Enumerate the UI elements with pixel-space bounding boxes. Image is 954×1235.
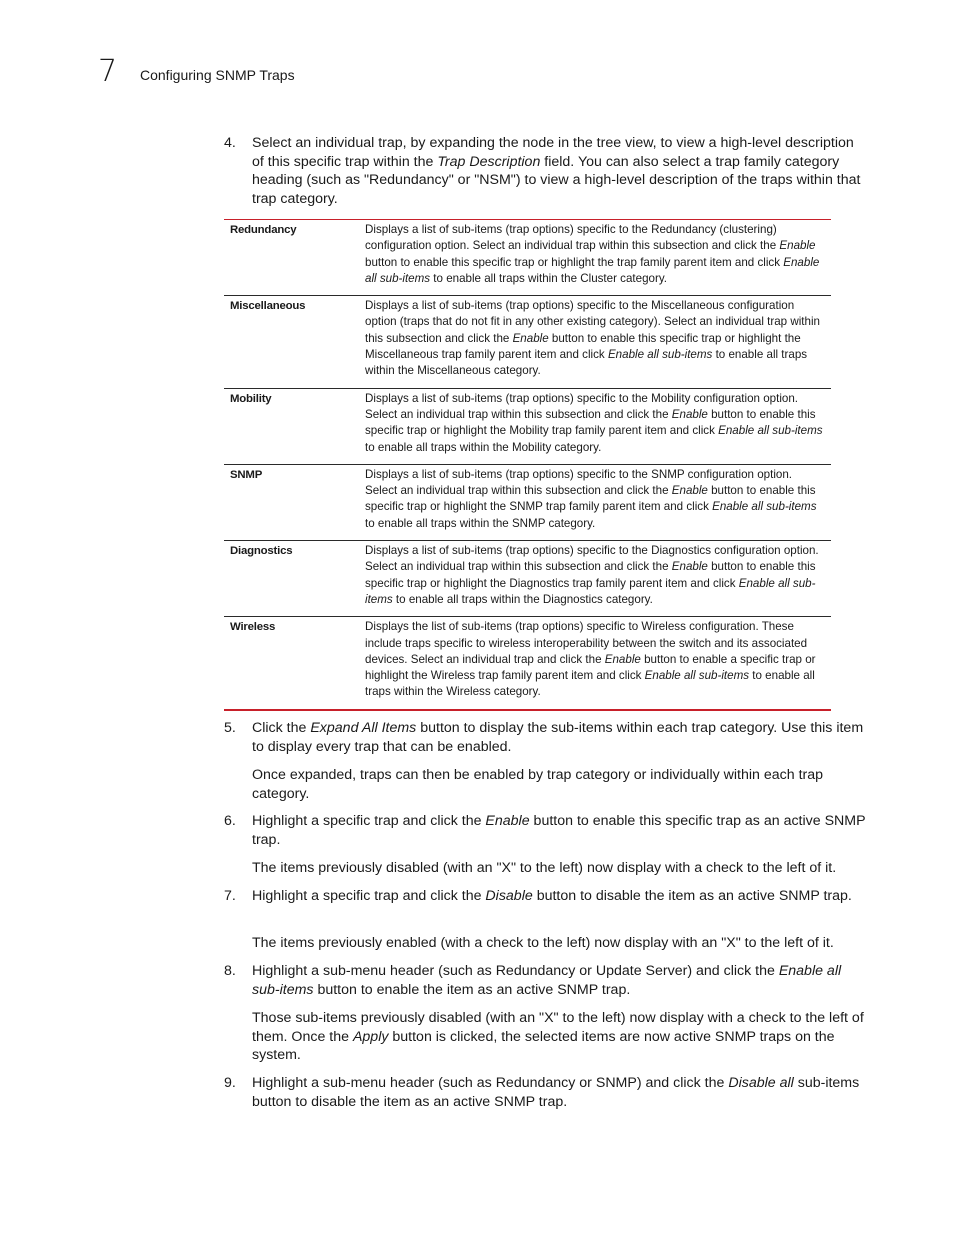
trap-category-term: Diagnostics xyxy=(224,541,365,617)
trap-category-description: Displays a list of sub-items (trap options) specific to the Diagnostics configuration option. Select an individual trap within this subsection and click the Enable button to enable this specific trap or highlight the Diagnostics trap family parent item and click Enable all sub-items to enable all traps within the Diagnostics category. xyxy=(365,541,831,617)
trap-category-table xyxy=(224,219,831,711)
step-text: Select an individual trap, by expanding the node in the tree view, to view a high-level description of this specific trap within the Trap Description field. You can also select a trap family category heading (such as "Redundancy" or "NSM") to view a high-level description of the traps within that trap category. xyxy=(252,135,861,208)
trap-category-description: Displays a list of sub-items (trap options) specific to the SNMP configuration option. Select an individual trap within this subsection and click the Enable button to enable this specific trap or highlight the SNMP trap family parent item and click Enable all sub-items to enable all traps within the SNMP category. xyxy=(365,464,831,540)
chapter-number: 7 xyxy=(98,54,118,89)
table-row xyxy=(224,388,831,464)
step-8-note: Those sub-items previously disabled (with an "X" to the left) now display with a check to the left of them. Once the Apply button is clicked, the selected items are now active SNMP traps on the system. xyxy=(252,1010,864,1064)
step-number: 8. xyxy=(224,963,236,979)
table-row xyxy=(224,617,831,710)
step-6-note: The items previously disabled (with an "X" to the left) now display with a check to the left of it. xyxy=(252,860,837,876)
trap-category-description: Displays the list of sub-items (trap options) specific to Wireless configuration. These include traps specific to wireless interoperability between the switch and its associated devices. Select an individual trap and click the Enable button to enable a specific trap or highlight the Wireless trap family parent item and click Enable all sub-items to enable all traps within the Wireless category. xyxy=(365,617,831,710)
step-8 xyxy=(224,962,866,999)
step-9 xyxy=(224,1074,866,1111)
table-row xyxy=(224,464,831,540)
table-row xyxy=(224,296,831,388)
step-7-note: The items previously enabled (with a check to the left) now display with an "X" to the left of it. xyxy=(252,935,834,951)
trap-category-term: Wireless xyxy=(224,617,365,710)
step-text: Highlight a sub-menu header (such as Redundancy or SNMP) and click the Disable all sub-items button to disable the item as an active SNMP trap. xyxy=(252,1075,860,1110)
step-text: Highlight a specific trap and click the Disable button to disable the item as an active SNMP trap. xyxy=(252,888,852,904)
trap-category-term: SNMP xyxy=(224,464,365,540)
trap-category-description: Displays a list of sub-items (trap options) specific to the Miscellaneous configuration option (traps that do not fit in any other existing category). Select an individual trap within this subsection and click the Enable button to enable this specific trap or highlight the Miscellaneous trap family parent item and click Enable all sub-items to enable all traps within the Miscellaneous category. xyxy=(365,296,831,388)
table-row xyxy=(224,541,831,617)
step-7 xyxy=(224,887,866,906)
step-number: 7. xyxy=(224,888,236,904)
step-number: 6. xyxy=(224,813,236,829)
trap-category-term: Mobility xyxy=(224,388,365,464)
trap-category-term: Miscellaneous xyxy=(224,296,365,388)
step-text: Highlight a specific trap and click the Enable button to enable this specific trap as an active SNMP trap. xyxy=(252,813,866,848)
step-6 xyxy=(224,812,866,849)
trap-category-description: Displays a list of sub-items (trap options) specific to the Redundancy (clustering) configuration option. Select an individual trap within this subsection and click the Enable button to enable this specific trap or highlight the trap family parent item and click Enable all sub-items to enable all traps within the Cluster category. xyxy=(365,223,820,285)
step-4 xyxy=(224,134,866,209)
trap-category-term: Redundancy xyxy=(230,224,297,236)
step-number: 5. xyxy=(224,720,236,736)
step-number: 4. xyxy=(224,135,236,151)
step-5-note: Once expanded, traps can then be enabled by trap category or individually within each trap category. xyxy=(252,767,824,802)
step-text: Click the Expand All Items button to display the sub-items within each trap category. Use this item to display every trap that can be enabled. xyxy=(252,720,864,755)
chapter-title: Configuring SNMP Traps xyxy=(140,67,295,83)
trap-category-description: Displays a list of sub-items (trap options) specific to the Mobility configuration option. Select an individual trap within this subsection and click the Enable button to enable this specific trap or highlight the Mobility trap family parent item and click Enable all sub-items to enable all traps within the Mobility category. xyxy=(365,388,831,464)
table-row xyxy=(224,220,831,296)
step-5 xyxy=(224,719,866,756)
step-text: Highlight a sub-menu header (such as Redundancy or Update Server) and click the Enable all sub-items button to enable the item as an active SNMP trap. xyxy=(252,963,842,998)
step-number: 9. xyxy=(224,1075,236,1091)
